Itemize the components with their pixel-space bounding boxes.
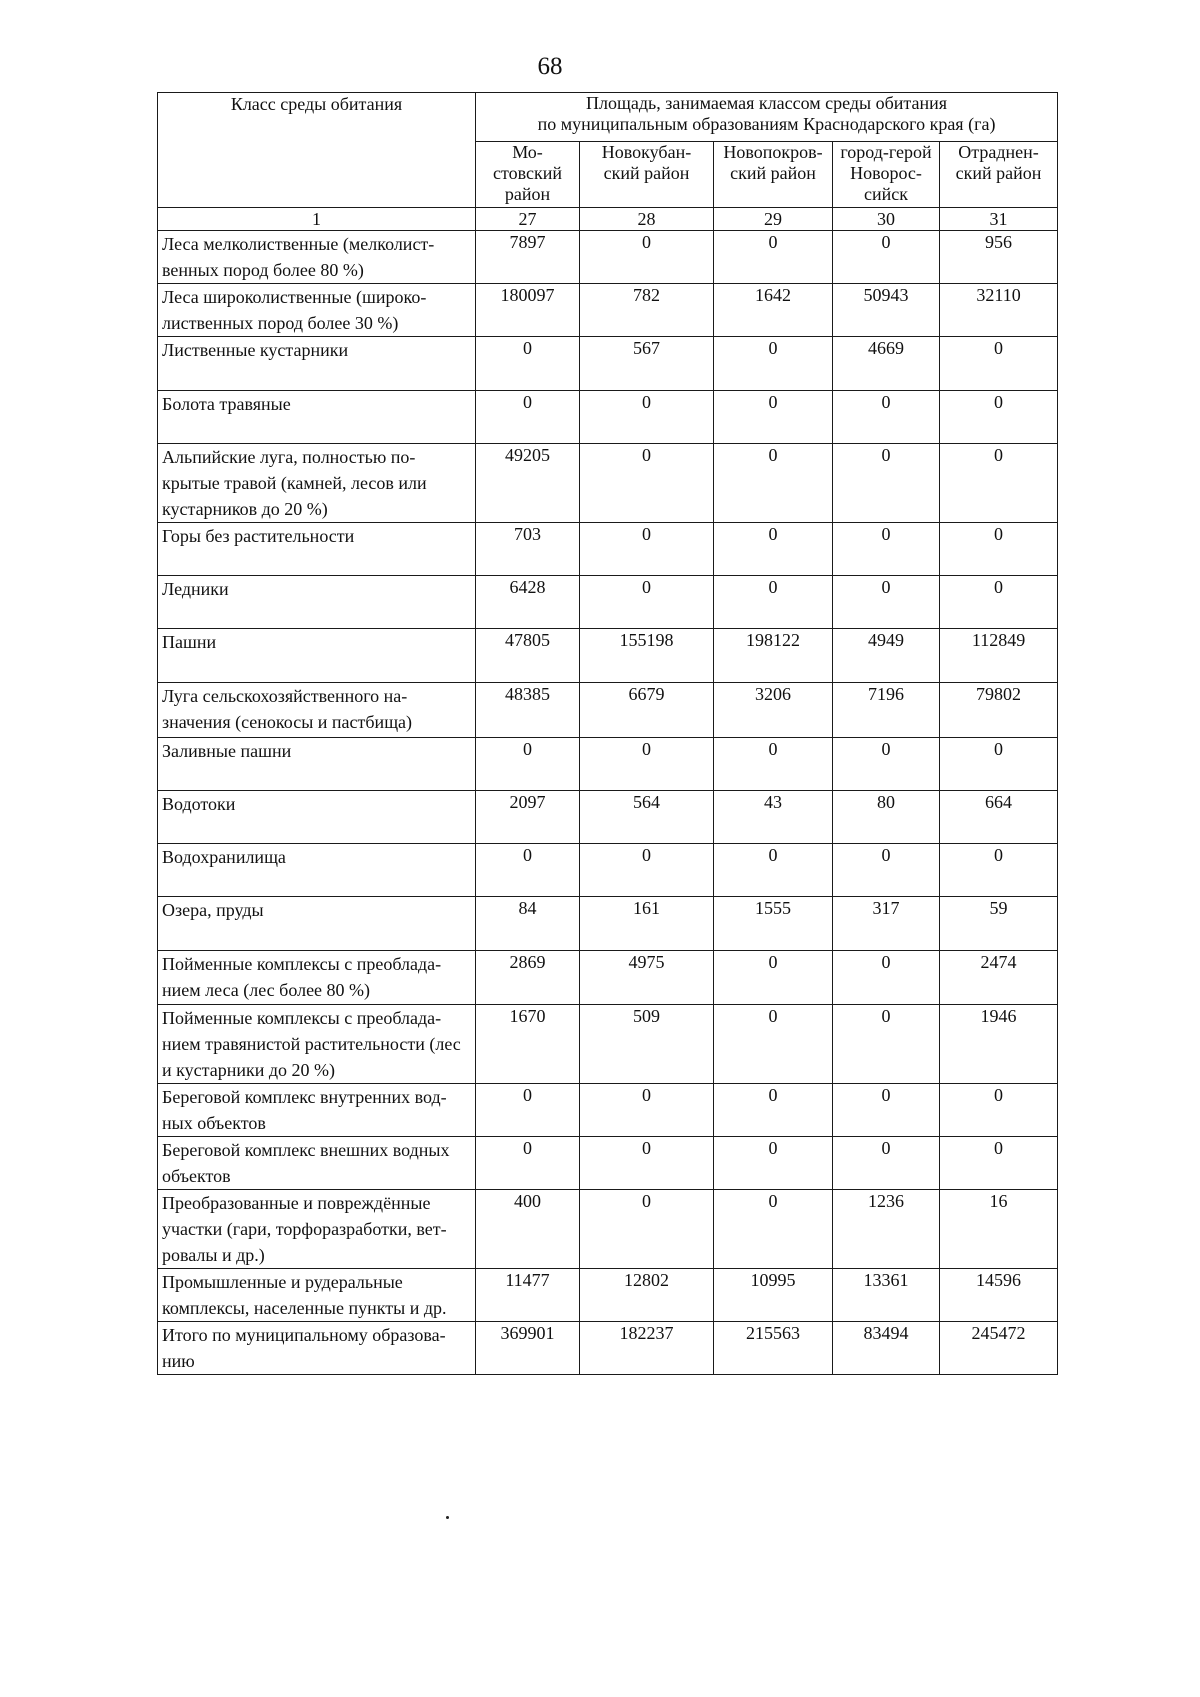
area-value-cell: 80 (833, 791, 940, 844)
area-value-cell: 47805 (476, 629, 580, 683)
area-value-cell: 0 (833, 1137, 940, 1190)
area-value-cell: 0 (714, 1137, 833, 1190)
area-value-cell: 112849 (940, 629, 1058, 683)
habitat-class-label: Водотоки (158, 791, 476, 844)
habitat-class-label: Озера, пруды (158, 897, 476, 951)
area-value-cell: 0 (580, 576, 714, 629)
table-row (158, 683, 1058, 738)
table-row (158, 1005, 1058, 1084)
area-value-cell: 0 (580, 444, 714, 523)
habitat-class-label: Итого по муниципальному образова-нию (158, 1322, 476, 1375)
column-header-mostovsky: Мо-стовский район (476, 142, 580, 208)
area-value-cell: 664 (940, 791, 1058, 844)
area-value-cell: 0 (580, 1137, 714, 1190)
table-row (158, 523, 1058, 576)
area-value-cell: 1236 (833, 1190, 940, 1269)
area-value-cell: 1946 (940, 1005, 1058, 1084)
area-value-cell: 4975 (580, 951, 714, 1005)
area-value-cell: 1670 (476, 1005, 580, 1084)
column-number: 1 (158, 208, 476, 231)
area-value-cell: 956 (940, 231, 1058, 284)
area-value-cell: 43 (714, 791, 833, 844)
area-value-cell: 0 (833, 523, 940, 576)
area-value-cell: 245472 (940, 1322, 1058, 1375)
area-value-cell: 13361 (833, 1269, 940, 1322)
area-value-cell: 0 (714, 337, 833, 391)
area-value-cell: 0 (476, 391, 580, 444)
area-value-cell: 7196 (833, 683, 940, 738)
habitat-class-label: Пойменные комплексы с преоблада-нием леса (лес более 80 %) (158, 951, 476, 1005)
area-value-cell: 400 (476, 1190, 580, 1269)
habitat-class-header: Класс среды обитания (158, 93, 476, 208)
column-number: 29 (714, 208, 833, 231)
area-value-cell: 198122 (714, 629, 833, 683)
area-value-cell: 3206 (714, 683, 833, 738)
habitat-class-label: Пойменные комплексы с преоблада-нием травянистой растительности (лес и кустарники до 20 %) (158, 1005, 476, 1084)
area-value-cell: 6428 (476, 576, 580, 629)
area-value-cell: 155198 (580, 629, 714, 683)
area-value-cell: 14596 (940, 1269, 1058, 1322)
table-row (158, 576, 1058, 629)
area-value-cell: 0 (476, 844, 580, 897)
table-row (158, 951, 1058, 1005)
area-value-cell: 0 (940, 738, 1058, 791)
area-value-cell: 0 (714, 231, 833, 284)
area-value-cell: 0 (833, 738, 940, 791)
area-value-cell: 0 (580, 1190, 714, 1269)
area-value-cell: 2474 (940, 951, 1058, 1005)
area-value-cell: 0 (833, 391, 940, 444)
table-row (158, 284, 1058, 337)
table-row (158, 629, 1058, 683)
area-value-cell: 0 (580, 738, 714, 791)
area-value-cell: 215563 (714, 1322, 833, 1375)
area-value-cell: 0 (714, 1005, 833, 1084)
area-value-cell: 0 (940, 1137, 1058, 1190)
habitat-class-label: Береговой комплекс внутренних вод-ных объектов (158, 1084, 476, 1137)
habitat-class-label: Болота травяные (158, 391, 476, 444)
area-value-cell: 0 (940, 523, 1058, 576)
table-row (158, 1137, 1058, 1190)
table-row (158, 391, 1058, 444)
habitat-class-label: Преобразованные и повреждённые участки (гари, торфоразработки, вет-ровалы и др.) (158, 1190, 476, 1269)
table-row (158, 1084, 1058, 1137)
table-row (158, 444, 1058, 523)
habitat-class-label: Луга сельскохозяйственного на-значения (сенокосы и пастбища) (158, 683, 476, 738)
table-row (158, 1269, 1058, 1322)
area-value-cell: 180097 (476, 284, 580, 337)
area-value-cell: 0 (714, 391, 833, 444)
habitat-class-label: Горы без растительности (158, 523, 476, 576)
table-row (158, 231, 1058, 284)
area-value-cell: 2869 (476, 951, 580, 1005)
column-number: 31 (940, 208, 1058, 231)
table-row (158, 738, 1058, 791)
area-value-cell: 83494 (833, 1322, 940, 1375)
area-header (476, 93, 1058, 142)
area-value-cell: 2097 (476, 791, 580, 844)
area-value-cell: 0 (476, 337, 580, 391)
area-value-cell: 564 (580, 791, 714, 844)
area-value-cell: 0 (833, 576, 940, 629)
area-value-cell: 0 (714, 523, 833, 576)
stray-mark (446, 1516, 449, 1519)
area-value-cell: 0 (940, 1084, 1058, 1137)
area-value-cell: 0 (580, 231, 714, 284)
habitat-class-label: Береговой комплекс внешних водных объектов (158, 1137, 476, 1190)
area-value-cell: 0 (476, 1137, 580, 1190)
area-value-cell: 59 (940, 897, 1058, 951)
area-value-cell: 369901 (476, 1322, 580, 1375)
habitat-area-table (157, 92, 1058, 1375)
area-value-cell: 0 (580, 844, 714, 897)
area-value-cell: 0 (940, 391, 1058, 444)
area-header-line1: Площадь, занимаемая классом среды обитания (586, 93, 948, 113)
area-value-cell: 0 (476, 738, 580, 791)
area-value-cell: 12802 (580, 1269, 714, 1322)
column-header-novopokrovsky: Новопокров-ский район (714, 142, 833, 208)
column-number: 30 (833, 208, 940, 231)
area-value-cell: 79802 (940, 683, 1058, 738)
habitat-class-label: Леса мелколиственные (мелколист-венных пород более 80 %) (158, 231, 476, 284)
page-number: 68 (537, 53, 563, 80)
area-value-cell: 0 (833, 1084, 940, 1137)
area-value-cell: 0 (833, 1005, 940, 1084)
area-value-cell: 49205 (476, 444, 580, 523)
area-value-cell: 48385 (476, 683, 580, 738)
area-value-cell: 6679 (580, 683, 714, 738)
area-value-cell: 0 (940, 337, 1058, 391)
habitat-class-label: Ледники (158, 576, 476, 629)
area-header-line2: по муниципальным образованиям Краснодарского края (га) (537, 114, 996, 134)
habitat-class-label: Альпийские луга, полностью по-крытые травой (камней, лесов или кустарников до 20 %) (158, 444, 476, 523)
area-value-cell: 509 (580, 1005, 714, 1084)
area-value-cell: 782 (580, 284, 714, 337)
area-value-cell: 0 (476, 1084, 580, 1137)
table-row (158, 844, 1058, 897)
area-value-cell: 0 (833, 951, 940, 1005)
area-value-cell: 1642 (714, 284, 833, 337)
area-value-cell: 0 (580, 1084, 714, 1137)
table-row (158, 1190, 1058, 1269)
area-value-cell: 10995 (714, 1269, 833, 1322)
column-header-novokubansky: Новокубан-ский район (580, 142, 714, 208)
area-value-cell: 16 (940, 1190, 1058, 1269)
area-value-cell: 0 (714, 738, 833, 791)
area-value-cell: 0 (940, 844, 1058, 897)
table-row (158, 1322, 1058, 1375)
area-value-cell: 161 (580, 897, 714, 951)
area-value-cell: 0 (714, 951, 833, 1005)
column-number-row (158, 208, 1058, 231)
area-value-cell: 0 (833, 231, 940, 284)
area-value-cell: 11477 (476, 1269, 580, 1322)
habitat-class-label: Промышленные и рудеральные комплексы, населенные пункты и др. (158, 1269, 476, 1322)
habitat-class-label: Заливные пашни (158, 738, 476, 791)
habitat-class-label: Пашни (158, 629, 476, 683)
area-value-cell: 0 (940, 576, 1058, 629)
area-value-cell: 0 (940, 444, 1058, 523)
column-header-novorossiysk: город-герой Новорос-сийск (833, 142, 940, 208)
area-value-cell: 0 (833, 844, 940, 897)
area-value-cell: 32110 (940, 284, 1058, 337)
area-value-cell: 317 (833, 897, 940, 951)
area-value-cell: 0 (714, 1084, 833, 1137)
column-number: 27 (476, 208, 580, 231)
area-value-cell: 4669 (833, 337, 940, 391)
column-header-otradnensky: Отраднен-ский район (940, 142, 1058, 208)
habitat-class-label: Леса широколиственные (широко-лиственных пород более 30 %) (158, 284, 476, 337)
column-number: 28 (580, 208, 714, 231)
area-value-cell: 0 (714, 1190, 833, 1269)
area-value-cell: 50943 (833, 284, 940, 337)
area-value-cell: 1555 (714, 897, 833, 951)
area-value-cell: 0 (833, 444, 940, 523)
table-row (158, 791, 1058, 844)
habitat-class-label: Водохранилища (158, 844, 476, 897)
area-value-cell: 703 (476, 523, 580, 576)
table-row (158, 337, 1058, 391)
area-value-cell: 182237 (580, 1322, 714, 1375)
area-value-cell: 84 (476, 897, 580, 951)
area-value-cell: 567 (580, 337, 714, 391)
area-value-cell: 0 (714, 844, 833, 897)
area-value-cell: 0 (580, 391, 714, 444)
table-row (158, 897, 1058, 951)
area-value-cell: 0 (714, 576, 833, 629)
area-value-cell: 0 (714, 444, 833, 523)
area-value-cell: 7897 (476, 231, 580, 284)
area-value-cell: 0 (580, 523, 714, 576)
area-value-cell: 4949 (833, 629, 940, 683)
habitat-class-label: Лиственные кустарники (158, 337, 476, 391)
